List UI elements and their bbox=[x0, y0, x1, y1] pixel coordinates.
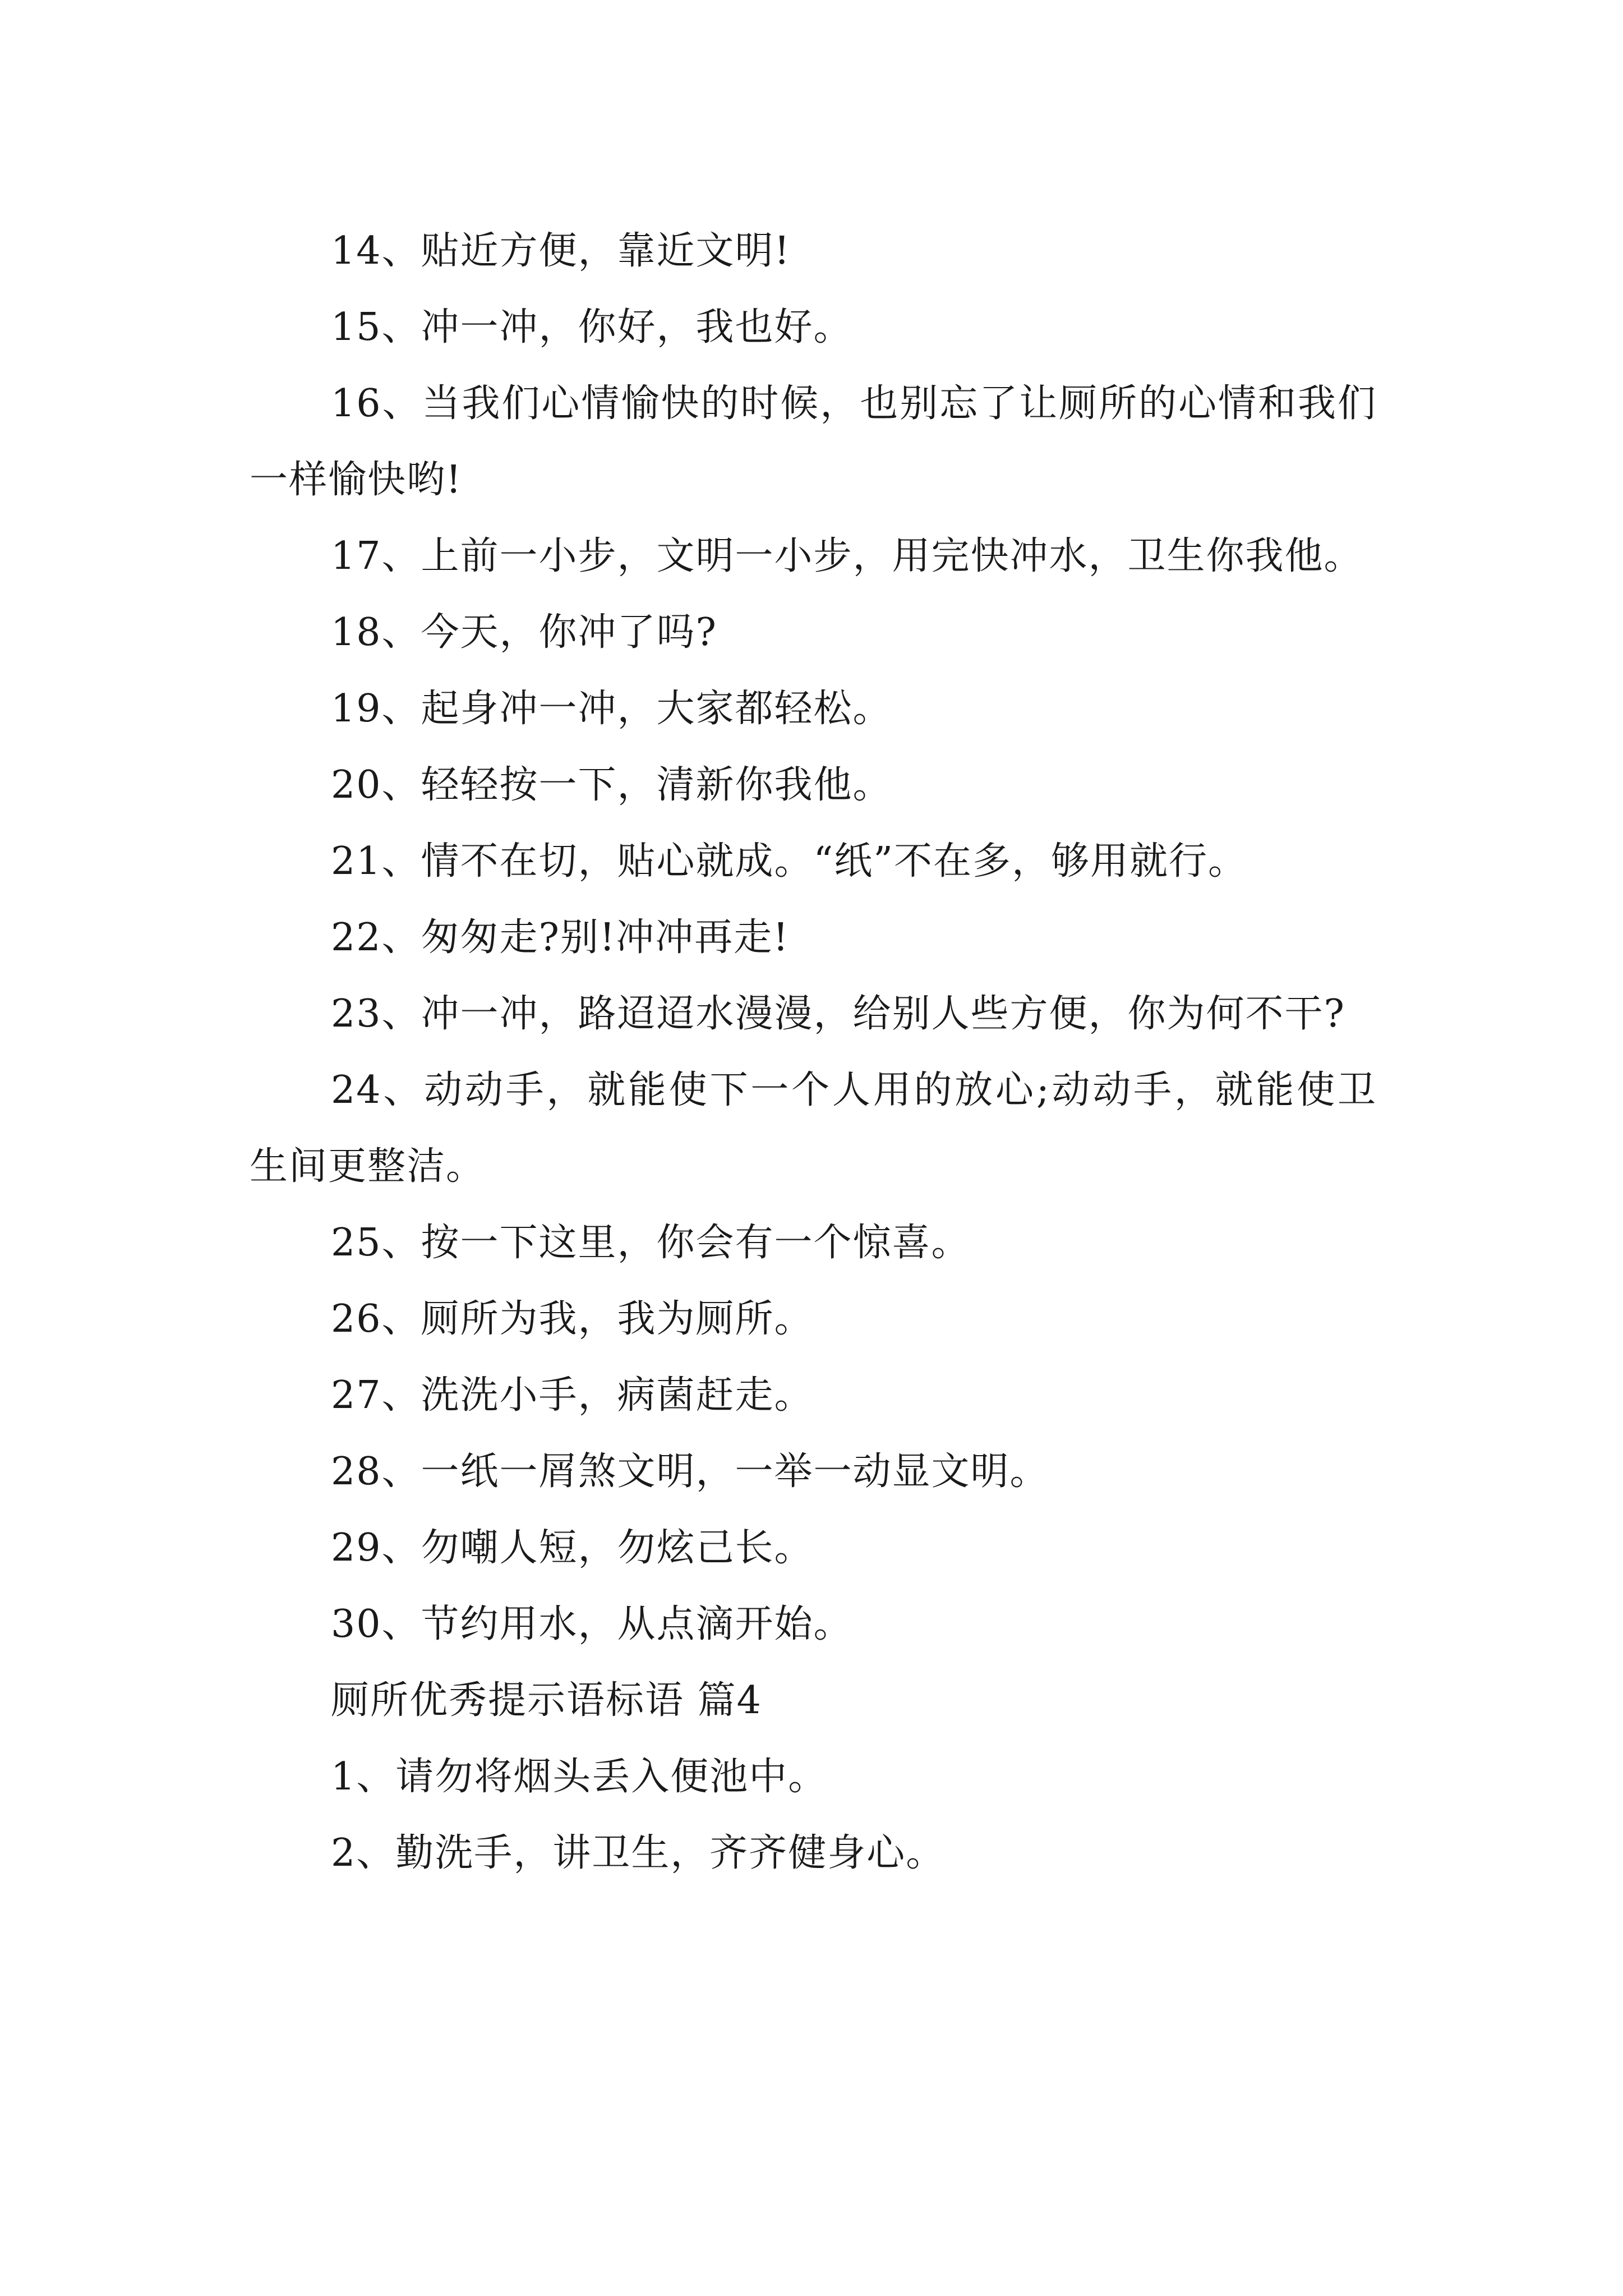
document-body bbox=[250, 213, 1377, 1892]
list-item: 22、匆匆走?别!冲冲再走! bbox=[331, 915, 790, 960]
list-item: 30、节约用水，从点滴开始。 bbox=[331, 1602, 853, 1646]
list-item: 28、一纸一屑煞文明，一举一动显文明。 bbox=[331, 1450, 1049, 1494]
list-item: 15、冲一冲，你好，我也好。 bbox=[331, 305, 853, 349]
list-item: 14、贴近方便，靠近文明! bbox=[331, 229, 791, 273]
list-item: 29、勿嘲人短，勿炫己长。 bbox=[331, 1526, 814, 1570]
list-item: 1、请勿将烟头丢入便池中。 bbox=[331, 1755, 828, 1799]
list-item: 26、厕所为我，我为厕所。 bbox=[331, 1297, 814, 1341]
list-item: 27、洗洗小手，病菌赶走。 bbox=[331, 1373, 814, 1418]
list-item: 17、上前一小步，文明一小步，用完快冲水，卫生你我他。 bbox=[331, 534, 1363, 578]
list-item: 25、按一下这里，你会有一个惊喜。 bbox=[331, 1221, 971, 1265]
list-item: 18、今天，你冲了吗? bbox=[331, 610, 717, 655]
list-item: 24、动动手，就能使下一个人用的放心;动动手，就能使卫生间更整洁。 bbox=[250, 1068, 1377, 1189]
list-item: 21、情不在切，贴心就成。“纸”不在多，够用就行。 bbox=[331, 839, 1248, 884]
list-item: 16、当我们心情愉快的时候，也别忘了让厕所的心情和我们一样愉快哟! bbox=[250, 381, 1377, 502]
list-item: 19、起身冲一冲，大家都轻松。 bbox=[331, 687, 892, 731]
list-item: 20、轻轻按一下，清新你我他。 bbox=[331, 763, 892, 807]
section-heading: 厕所优秀提示语标语 篇4 bbox=[331, 1678, 762, 1723]
list-item: 23、冲一冲，路迢迢水漫漫，给别人些方便，你为何不干? bbox=[331, 992, 1345, 1036]
list-item: 2、勤洗手，讲卫生，齐齐健身心。 bbox=[331, 1831, 946, 1875]
